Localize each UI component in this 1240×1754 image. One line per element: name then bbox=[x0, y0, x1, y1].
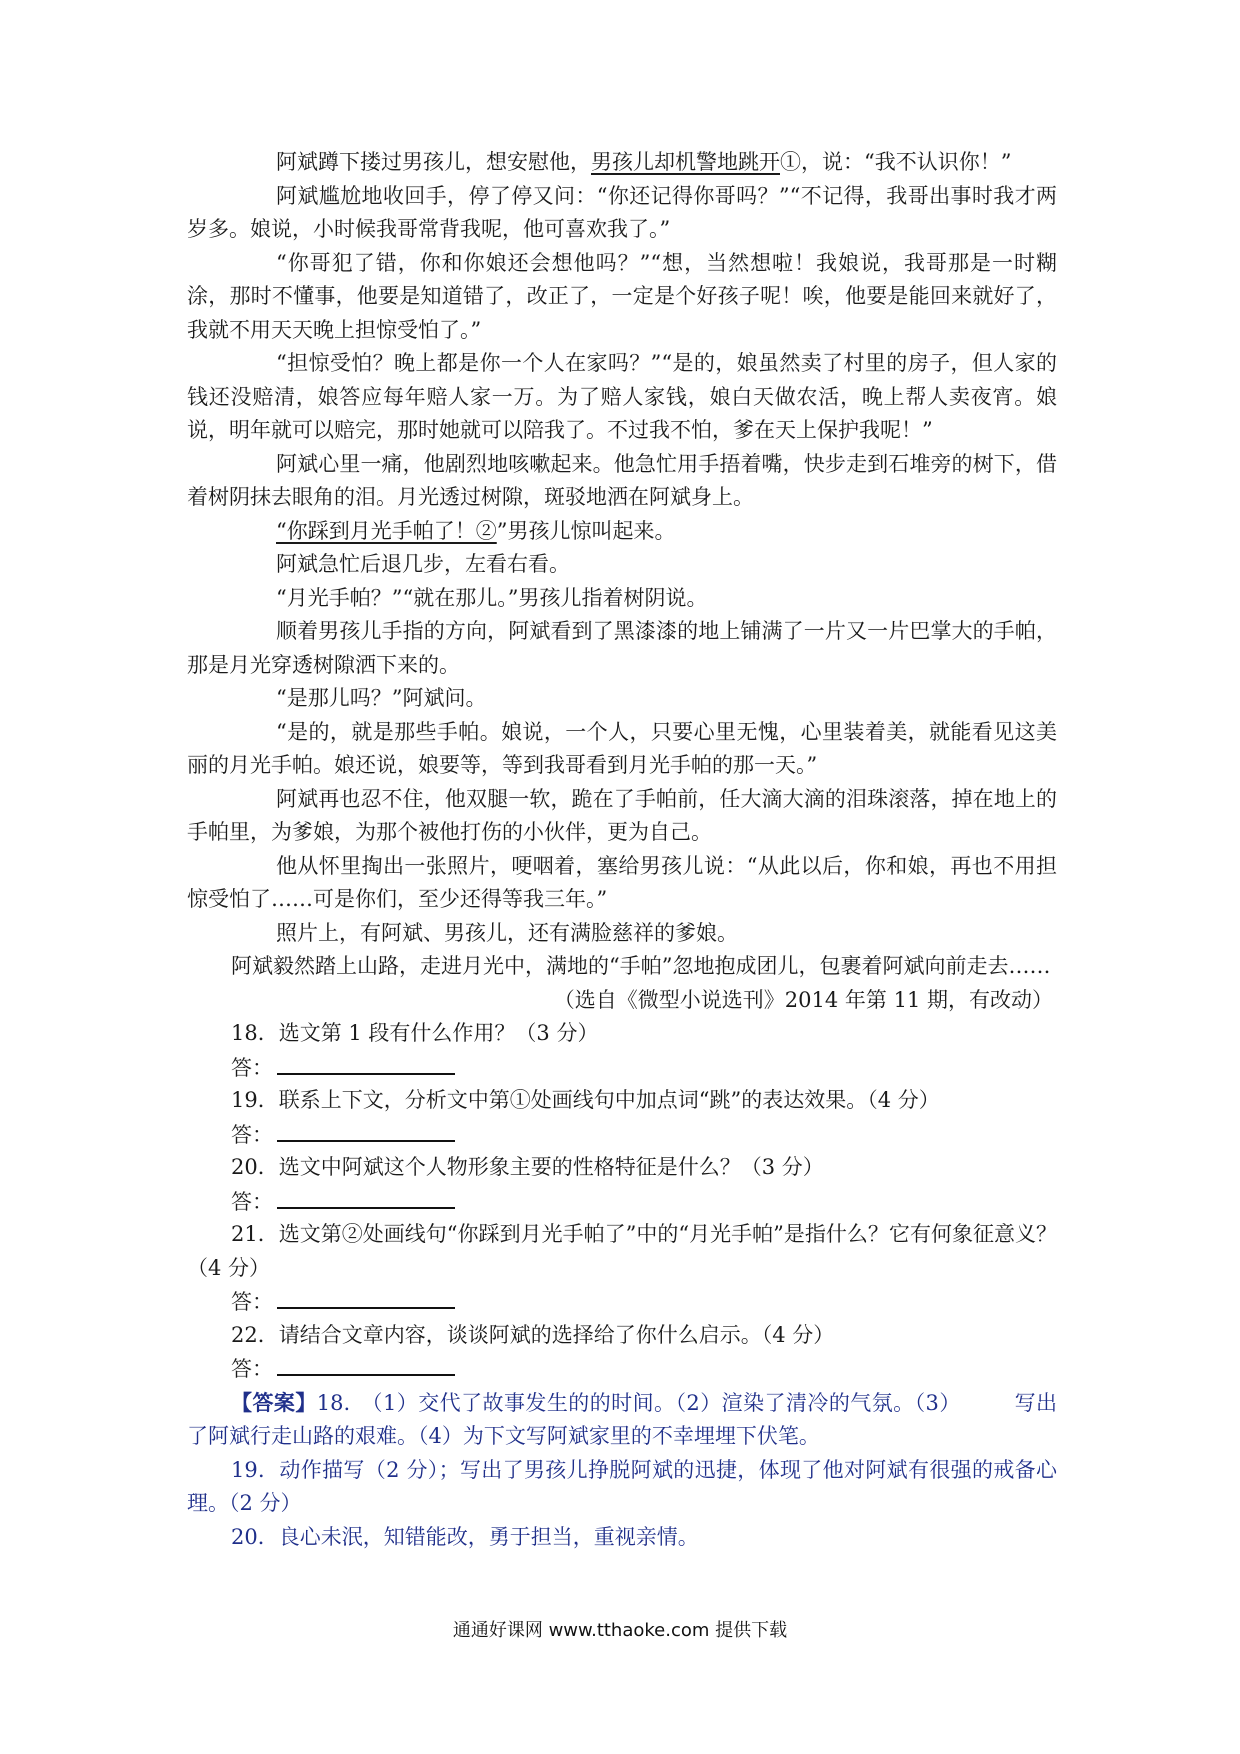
source-citation: （选自《微型小说选刊》2014 年第 11 期，有改动） bbox=[553, 987, 1053, 1012]
answer-19: 19．动作描写（2 分）；写出了男孩儿挣脱阿斌的迅捷，体现了他对阿斌有很强的戒备心理。（2 分） bbox=[187, 1457, 1057, 1515]
answer-line-18 bbox=[187, 1051, 1057, 1085]
page-footer: 通通好课网 www.tthaoke.com 提供下载 bbox=[452, 1620, 788, 1641]
story-paragraph-8: “月光手帕？”“就在那儿。”男孩儿指着树阴说。 bbox=[276, 585, 708, 610]
answer-label: 答： bbox=[231, 1189, 273, 1214]
answer-label: 答： bbox=[231, 1357, 273, 1381]
answer-line-19 bbox=[187, 1118, 1057, 1152]
question-18: 18．选文第 1 段有什么作用？（3 分） bbox=[231, 1021, 599, 1045]
underlined-sentence-2: “你踩到月光手帕了！② bbox=[276, 518, 497, 543]
answer-line-22 bbox=[187, 1352, 1057, 1386]
story-paragraph-5: 阿斌心里一痛，他剧烈地咳嗽起来。他急忙用手捂着嘴，快步走到石堆旁的树下，借着树阴抹去眼角的泪。月光透过树隙，斑驳地洒在阿斌身上。 bbox=[187, 451, 1057, 509]
document-body bbox=[187, 146, 1057, 1554]
answer-blank bbox=[277, 1352, 455, 1376]
answer-label: 答： bbox=[231, 1055, 273, 1080]
answer-label: 答： bbox=[231, 1122, 273, 1147]
question-20: 20．选文中阿斌这个人物形象主要的性格特征是什么？（3 分） bbox=[231, 1155, 824, 1179]
story-paragraph-9: 顺着男孩儿手指的方向，阿斌看到了黑漆漆的地上铺满了一片又一片巴掌大的手帕，那是月光穿透树隙洒下来的。 bbox=[187, 619, 1057, 677]
answer-blank bbox=[277, 1285, 455, 1309]
question-22: 22．请结合文章内容，谈谈阿斌的选择给了你什么启示。（4 分） bbox=[231, 1322, 835, 1347]
story-paragraph-4: “担惊受怕？晚上都是你一个人在家吗？”“是的，娘虽然卖了村里的房子，但人家的钱还没赔清，娘答应每年赔人家一万。为了赔人家钱，娘白天做农活，晚上帮人卖夜宵。娘说，明年就可以赔完，那时她就可以陪我了。不过我不怕，爹在天上保护我呢！” bbox=[187, 351, 1057, 442]
answer-18 bbox=[187, 1386, 1057, 1454]
story-paragraph-6 bbox=[187, 515, 1057, 549]
answer-tag: 【答案】 bbox=[231, 1389, 317, 1415]
story-paragraph-13: 他从怀里掏出一张照片，哽咽着，塞给男孩儿说：“从此以后，你和娘，再也不用担惊受怕了……可是你们，至少还得等我三年。” bbox=[187, 853, 1057, 911]
question-21: 21．选文第②处画线句“你踩到月光手帕了”中的“月光手帕”是指什么？它有何象征意义？（4 分） bbox=[187, 1222, 1057, 1280]
answer-text: 18. （1）交代了故事发生的的时间。（2）渲染了清冷的气氛。（3） 写出了阿斌行走山路的艰难。（4）为下文写阿斌家里的不幸埋埋下伏笔。 bbox=[187, 1390, 1058, 1448]
story-paragraph-7: 阿斌急忙后退几步，左看右看。 bbox=[276, 552, 570, 576]
story-paragraph-12: 阿斌再也忍不住，他双腿一软，跪在了手帕前，任大滴大滴的泪珠滚落，掉在地上的手帕里，为爹娘，为那个被他打伤的小伙伴，更为自己。 bbox=[187, 786, 1057, 844]
story-paragraph-15: 阿斌毅然踏上山路，走进月光中，满地的“手帕”忽地抱成团儿，包裹着阿斌向前走去…… bbox=[231, 954, 1051, 978]
question-19: 19．联系上下文，分析文中第①处画线句中加点词“跳”的表达效果。（4 分） bbox=[231, 1088, 940, 1112]
answer-blank bbox=[277, 1118, 455, 1142]
paragraph-text: 阿斌蹲下搂过男孩儿，想安慰他， bbox=[276, 150, 591, 174]
answer-blank bbox=[277, 1051, 455, 1075]
answer-line-21 bbox=[187, 1285, 1057, 1319]
answer-label: 答： bbox=[231, 1290, 273, 1314]
story-paragraph-11: “是的，就是那些手帕。娘说，一个人，只要心里无愧，心里装着美，就能看见这美丽的月光手帕。娘还说，娘要等，等到我哥看到月光手帕的那一天。” bbox=[187, 719, 1057, 777]
underlined-sentence-1: 男孩儿却机警地跳开 bbox=[591, 150, 780, 174]
story-paragraph-2: 阿斌尴尬地收回手，停了停又问：“你还记得你哥吗？”“不记得，我哥出事时我才两岁多。娘说，小时候我哥常背我呢，他可喜欢我了。” bbox=[187, 183, 1057, 241]
paragraph-text: ”男孩儿惊叫起来。 bbox=[496, 518, 676, 543]
paragraph-text: ①，说：“我不认识你！” bbox=[780, 150, 1012, 174]
story-paragraph-1 bbox=[187, 146, 1057, 180]
answer-line-20 bbox=[187, 1185, 1057, 1219]
story-paragraph-3: “你哥犯了错，你和你娘还会想他吗？”“想，当然想啦！我娘说，我哥那是一时糊涂，那时不懂事，他要是知道错了，改正了，一定是个好孩子呢！唉，他要是能回来就好了，我就不用天天晚上担惊受怕了。” bbox=[187, 250, 1057, 342]
story-paragraph-14: 照片上，有阿斌、男孩儿，还有满脸慈祥的爹娘。 bbox=[276, 920, 738, 945]
answer-blank bbox=[277, 1185, 455, 1209]
answer-20: 20．良心未泯，知错能改，勇于担当，重视亲情。 bbox=[231, 1524, 699, 1549]
story-paragraph-10: “是那儿吗？”阿斌问。 bbox=[276, 686, 487, 710]
